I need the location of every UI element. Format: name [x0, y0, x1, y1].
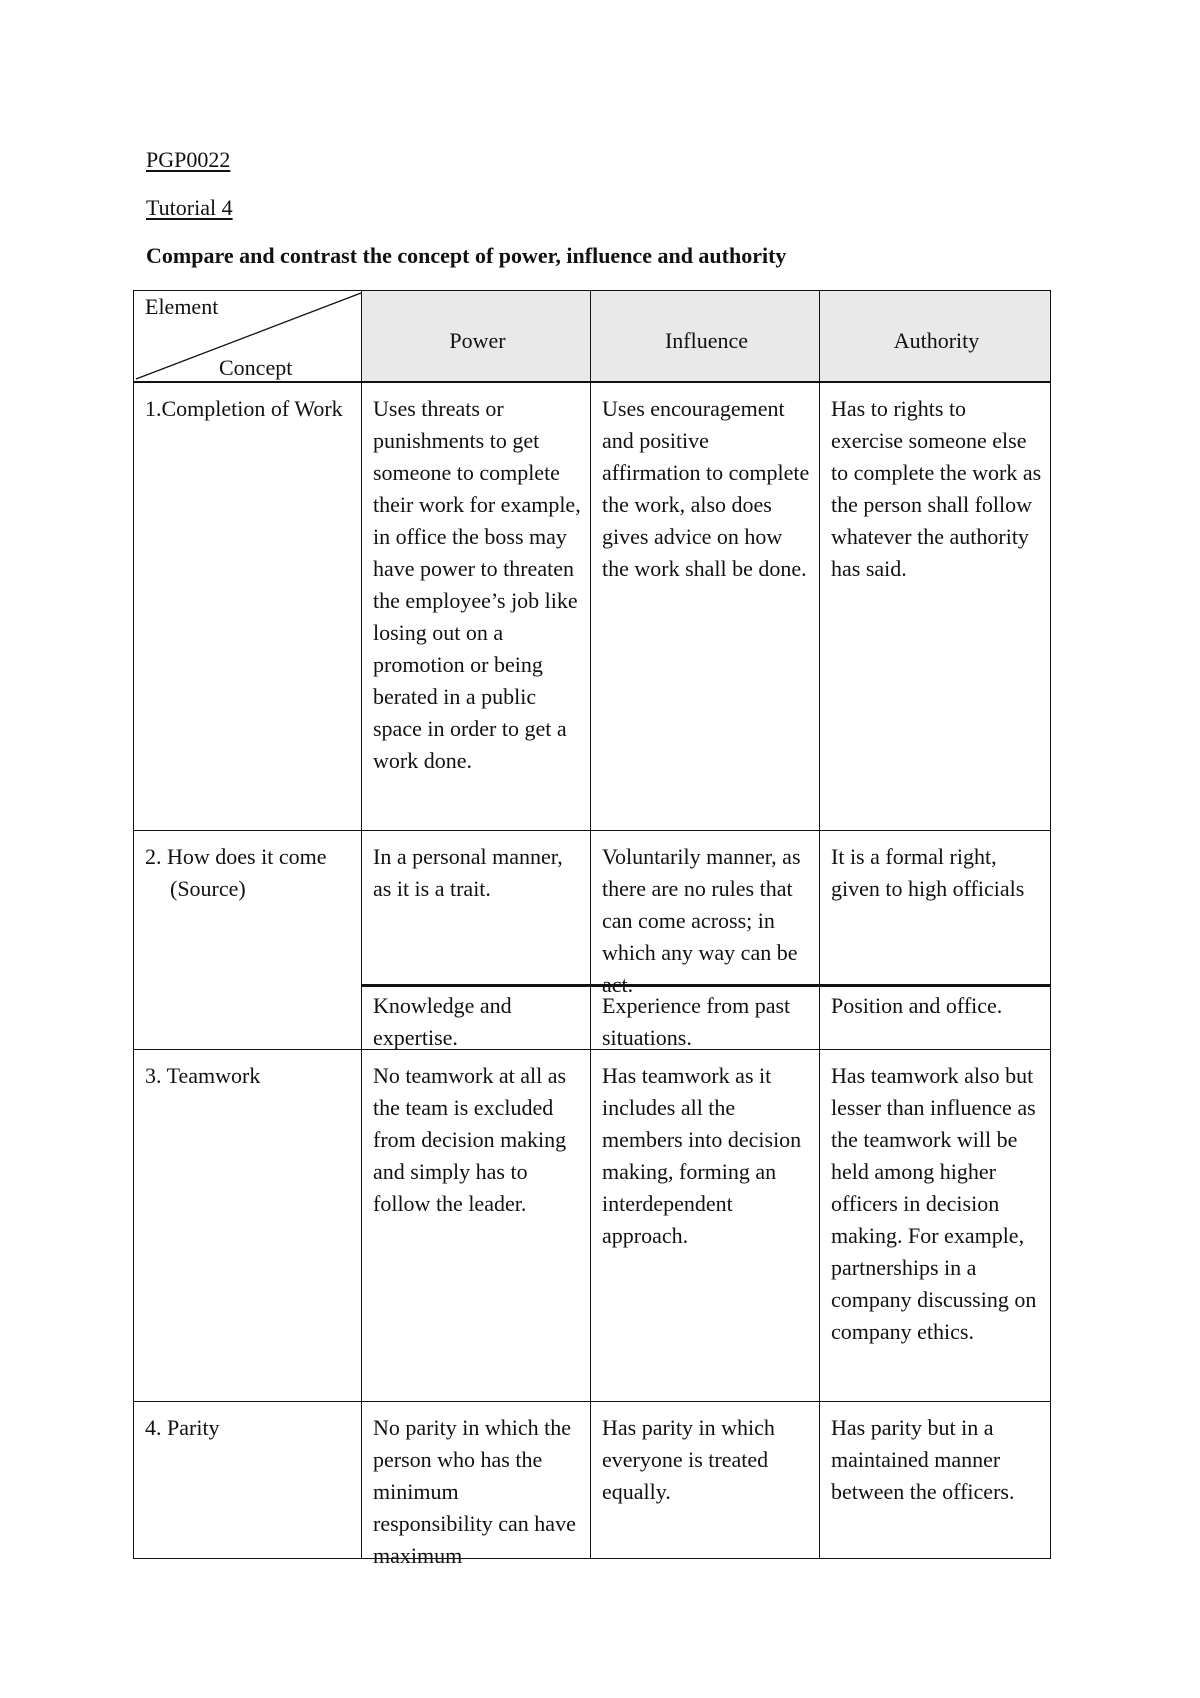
row-label: 2. How does it come (Source) — [133, 831, 362, 1049]
cell-influence: Has teamwork as it includes all the members into decision making, forming an interdependent approach. — [591, 1050, 820, 1401]
corner-label-concept: Concept — [219, 355, 293, 380]
tutorial-title: Tutorial 4 — [146, 195, 233, 220]
cell-authority: Has teamwork also but lesser than influence as the teamwork will be held among higher officers in decision making. For example, partnerships in a company discussing on company ethics. — [820, 1050, 1051, 1401]
cell-power-source: Knowledge and expertise. — [362, 987, 591, 1049]
table-header-row — [133, 290, 1051, 383]
table-subrow — [362, 987, 1051, 1049]
cell-power: No parity in which the person who has the minimum responsibility can have maximum — [362, 1402, 591, 1558]
table-subrow — [362, 831, 1051, 997]
row-label: 3. Teamwork — [133, 1050, 362, 1401]
cell-influence-source: Experience from past situations. — [591, 987, 820, 1049]
table-row — [133, 831, 1051, 1050]
table-row — [133, 383, 1051, 831]
cell-influence: Voluntarily manner, as there are no rules that can come across; in which any way can be act. — [591, 831, 820, 984]
cell-authority: Has to rights to exercise someone else to complete the work as the person shall follow whatever the authority has said. — [820, 383, 1051, 830]
course-code: PGP0022 — [146, 147, 231, 172]
column-header-power: Power — [362, 291, 591, 381]
row-label: 4. Parity — [133, 1402, 362, 1558]
table-row — [133, 1050, 1051, 1402]
cell-authority: It is a formal right, given to high officials — [820, 831, 1051, 984]
row-label: 1.Completion of Work — [133, 383, 362, 830]
column-header-influence: Influence — [591, 291, 820, 381]
cell-power: No teamwork at all as the team is excluded from decision making and simply has to follow the leader. — [362, 1050, 591, 1401]
cell-influence: Has parity in which everyone is treated equally. — [591, 1402, 820, 1558]
column-header-authority: Authority — [820, 291, 1051, 381]
corner-cell — [133, 291, 362, 381]
cell-influence: Uses encouragement and positive affirmation to complete the work, also does gives advice on how the work shall be done. — [591, 383, 820, 830]
cell-power: In a personal manner, as it is a trait. — [362, 831, 591, 984]
cell-authority: Has parity but in a maintained manner between the officers. — [820, 1402, 1051, 1558]
cell-power: Uses threats or punishments to get someone to complete their work for example, in office the boss may have power to threaten the employee’s job like losing out on a promotion or being berated in a public space in order to get a work done. — [362, 383, 591, 830]
table-row — [133, 1402, 1051, 1568]
question-heading: Compare and contrast the concept of power, influence and authority — [146, 243, 787, 268]
cell-authority-source: Position and office. — [820, 987, 1051, 1049]
corner-label-element: Element — [145, 294, 219, 319]
